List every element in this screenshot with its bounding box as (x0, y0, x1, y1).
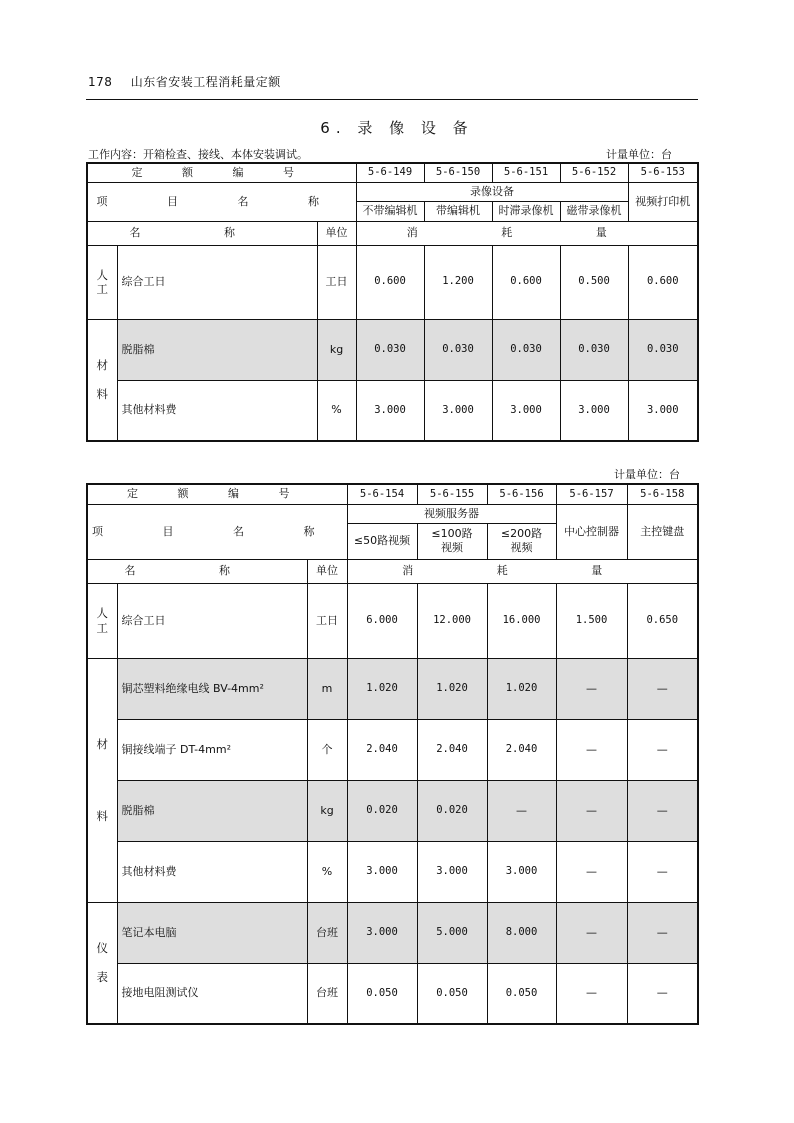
unit-note-1: 计量单位：台 (606, 148, 672, 161)
page-number: 178 (88, 75, 113, 89)
row-name: 脱脂棉 (117, 319, 317, 380)
value-cell: 0.600 (628, 245, 698, 319)
code-cell: 5-6-151 (492, 163, 560, 182)
value-cell: 3.000 (356, 380, 424, 441)
table-row (87, 780, 698, 841)
value-cell: 1.020 (347, 658, 417, 719)
table-row (87, 841, 698, 902)
value-cell: — (487, 780, 556, 841)
table-row (87, 583, 698, 658)
row-name: 综合工日 (117, 245, 317, 319)
value-cell: — (556, 902, 627, 963)
value-cell: 2.040 (487, 719, 556, 780)
value-cell: 1.500 (556, 583, 627, 658)
value-cell: 1.200 (424, 245, 492, 319)
value-cell: 0.020 (417, 780, 487, 841)
value-cell: 8.000 (487, 902, 556, 963)
value-cell: 3.000 (560, 380, 628, 441)
name-label: 名 称 (87, 221, 317, 245)
value-cell: 0.050 (347, 963, 417, 1024)
category-materials: 材 料 (87, 658, 117, 902)
column-header: ≤100路 视频 (417, 523, 487, 559)
row-unit: % (307, 841, 347, 902)
value-cell: — (556, 719, 627, 780)
value-cell: 3.000 (487, 841, 556, 902)
column-header: ≤50路视频 (347, 523, 417, 559)
row-name: 综合工日 (117, 583, 307, 658)
value-cell: 0.030 (492, 319, 560, 380)
row-name: 其他材料费 (117, 380, 317, 441)
value-cell: — (556, 658, 627, 719)
code-label: 定 额 编 号 (87, 163, 356, 182)
code-row (87, 484, 698, 504)
value-cell: 0.030 (560, 319, 628, 380)
unit-label: 单位 (307, 559, 347, 583)
category-instruments: 仪 表 (87, 902, 117, 1024)
header-rule (86, 99, 698, 100)
category-labor: 人 工 (87, 583, 117, 658)
code-cell: 5-6-149 (356, 163, 424, 182)
row-unit: 工日 (307, 583, 347, 658)
value-cell: 3.000 (492, 380, 560, 441)
column-header: 时滞录像机 (492, 201, 560, 221)
value-cell: — (627, 902, 698, 963)
group-label: 视频服务器 (347, 504, 556, 523)
value-cell: — (627, 658, 698, 719)
quota-table-1 (86, 162, 699, 442)
value-cell: 0.650 (627, 583, 698, 658)
item-label: 项 目 名 称 (87, 182, 356, 221)
book-title: 山东省安装工程消耗量定额 (130, 75, 281, 89)
row-name: 笔记本电脑 (117, 902, 307, 963)
row-unit: 个 (307, 719, 347, 780)
code-cell: 5-6-153 (628, 163, 698, 182)
work-content: 工作内容：开箱检查、接线、本体安装调试。 (88, 148, 308, 161)
value-cell: 0.600 (492, 245, 560, 319)
row-name: 其他材料费 (117, 841, 307, 902)
page-header (88, 73, 281, 90)
row-name: 铜接线端子 DT-4mm² (117, 719, 307, 780)
row-unit: 台班 (307, 963, 347, 1024)
row-unit: % (317, 380, 356, 441)
row-unit: 工日 (317, 245, 356, 319)
value-cell: 0.030 (424, 319, 492, 380)
value-cell: 0.500 (560, 245, 628, 319)
unit-note-2: 计量单位：台 (614, 468, 680, 481)
code-cell: 5-6-152 (560, 163, 628, 182)
table-row (87, 963, 698, 1024)
code-cell: 5-6-155 (417, 484, 487, 504)
consume-label: 消 耗 量 (356, 221, 698, 245)
category-materials: 材 料 (87, 319, 117, 441)
table-row (87, 380, 698, 441)
section-title: 6. 录 像 设 备 (320, 119, 474, 137)
value-cell: 1.020 (487, 658, 556, 719)
value-cell: — (627, 963, 698, 1024)
value-cell: 0.020 (347, 780, 417, 841)
group-label: 录像设备 (356, 182, 628, 201)
value-cell: 3.000 (628, 380, 698, 441)
value-cell: 12.000 (417, 583, 487, 658)
column-header: 不带编辑机 (356, 201, 424, 221)
value-cell: 0.050 (487, 963, 556, 1024)
code-cell: 5-6-158 (627, 484, 698, 504)
value-cell: 3.000 (347, 902, 417, 963)
value-cell: — (627, 719, 698, 780)
table-row (87, 319, 698, 380)
item-label: 项 目 名 称 (87, 504, 347, 559)
value-cell: 0.030 (628, 319, 698, 380)
consume-label: 消 耗 量 (347, 559, 698, 583)
column-header: 带编辑机 (424, 201, 492, 221)
row-unit: 台班 (307, 902, 347, 963)
value-cell: 3.000 (347, 841, 417, 902)
value-cell: 6.000 (347, 583, 417, 658)
row-name: 脱脂棉 (117, 780, 307, 841)
row-unit: m (307, 658, 347, 719)
value-cell: 2.040 (417, 719, 487, 780)
column-header: 视频打印机 (628, 182, 698, 221)
code-label: 定 额 编 号 (87, 484, 347, 504)
column-header: 磁带录像机 (560, 201, 628, 221)
quota-table-2 (86, 483, 699, 1025)
value-cell: — (556, 963, 627, 1024)
row-name: 铜芯塑料绝缘电线 BV-4mm² (117, 658, 307, 719)
unit-label: 单位 (317, 221, 356, 245)
value-cell: 0.050 (417, 963, 487, 1024)
value-cell: 3.000 (424, 380, 492, 441)
value-cell: 1.020 (417, 658, 487, 719)
value-cell: 3.000 (417, 841, 487, 902)
value-cell: 0.030 (356, 319, 424, 380)
column-header: 主控键盘 (627, 504, 698, 559)
table-row (87, 658, 698, 719)
value-cell: 5.000 (417, 902, 487, 963)
table-row (87, 245, 698, 319)
value-cell: — (627, 841, 698, 902)
row-name: 接地电阻测试仪 (117, 963, 307, 1024)
value-cell: — (556, 780, 627, 841)
value-cell: — (627, 780, 698, 841)
value-cell: 16.000 (487, 583, 556, 658)
code-cell: 5-6-156 (487, 484, 556, 504)
value-cell: 0.600 (356, 245, 424, 319)
code-row (87, 163, 698, 182)
column-header: 中心控制器 (556, 504, 627, 559)
value-cell: 2.040 (347, 719, 417, 780)
value-cell: — (556, 841, 627, 902)
category-labor: 人 工 (87, 245, 117, 319)
column-header: ≤200路 视频 (487, 523, 556, 559)
row-unit: kg (317, 319, 356, 380)
name-label: 名 称 (87, 559, 307, 583)
code-cell: 5-6-157 (556, 484, 627, 504)
table-row (87, 719, 698, 780)
code-cell: 5-6-150 (424, 163, 492, 182)
table-row (87, 902, 698, 963)
row-unit: kg (307, 780, 347, 841)
code-cell: 5-6-154 (347, 484, 417, 504)
